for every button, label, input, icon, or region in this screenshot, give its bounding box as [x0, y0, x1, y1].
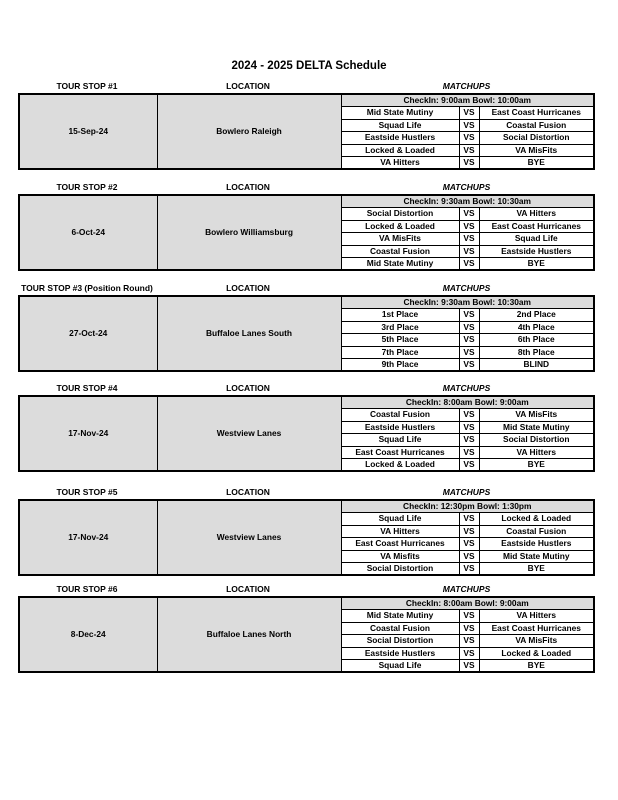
team-home: Locked & Loaded	[341, 459, 459, 472]
tour-stop-table	[18, 295, 595, 372]
team-away: BLIND	[479, 359, 594, 372]
tour-stop-label: TOUR STOP #4	[56, 383, 118, 393]
location-header: LOCATION	[226, 81, 270, 91]
vs-label: VS	[459, 622, 479, 634]
team-home: 3rd Place	[341, 321, 459, 333]
team-away: VA MisFits	[479, 144, 594, 156]
vs-label: VS	[459, 359, 479, 372]
team-away: Squad Life	[479, 233, 594, 245]
team-home: Squad Life	[341, 660, 459, 673]
page-title: 2024 - 2025 DELTA Schedule	[231, 60, 387, 72]
vs-label: VS	[459, 245, 479, 257]
matchups-header: MATCHUPS	[442, 584, 491, 594]
tour-stop-label: TOUR STOP #5	[56, 487, 118, 497]
team-away: BYE	[479, 157, 594, 170]
vs-label: VS	[459, 119, 479, 131]
team-home: 5th Place	[341, 334, 459, 346]
location-cell: Buffaloe Lanes North	[157, 597, 341, 672]
team-away: Social Distortion	[479, 132, 594, 144]
location-header: LOCATION	[226, 487, 270, 497]
location-header: LOCATION	[226, 584, 270, 594]
vs-label: VS	[459, 563, 479, 576]
team-away: VA Hitters	[479, 208, 594, 220]
team-home: VA Hitters	[341, 157, 459, 170]
team-home: Mid State Mutiny	[341, 258, 459, 271]
team-home: 9th Place	[341, 359, 459, 372]
team-away: East Coast Hurricanes	[479, 220, 594, 232]
tour-stop-label: TOUR STOP #1	[56, 81, 118, 91]
team-home: Locked & Loaded	[341, 144, 459, 156]
table-row	[19, 94, 594, 107]
team-home: VA Misfits	[341, 550, 459, 562]
tour-stop-table	[18, 596, 595, 673]
team-away: BYE	[479, 459, 594, 472]
team-home: East Coast Hurricanes	[341, 538, 459, 550]
team-home: Eastside Hustlers	[341, 421, 459, 433]
vs-label: VS	[459, 647, 479, 659]
date-cell: 17-Nov-24	[19, 396, 157, 471]
vs-label: VS	[459, 550, 479, 562]
vs-label: VS	[459, 321, 479, 333]
tour-stop-table	[18, 499, 595, 576]
checkin-time: CheckIn: 8:00am Bowl: 9:00am	[341, 396, 594, 409]
team-away: Eastside Hustlers	[479, 538, 594, 550]
vs-label: VS	[459, 538, 479, 550]
location-cell: Westview Lanes	[157, 396, 341, 471]
tour-stop-header	[18, 182, 593, 194]
vs-label: VS	[459, 513, 479, 525]
team-away: Coastal Fusion	[479, 119, 594, 131]
tour-stop-2	[18, 182, 593, 271]
team-home: Coastal Fusion	[341, 409, 459, 421]
team-away: 4th Place	[479, 321, 594, 333]
team-away: 6th Place	[479, 334, 594, 346]
tour-stop-table	[18, 194, 595, 271]
matchups-header: MATCHUPS	[442, 283, 491, 293]
checkin-time: CheckIn: 8:00am Bowl: 9:00am	[341, 597, 594, 610]
team-away: 2nd Place	[479, 309, 594, 321]
table-row	[19, 195, 594, 208]
vs-label: VS	[459, 446, 479, 458]
tour-stop-header	[18, 81, 593, 93]
team-home: Social Distortion	[341, 635, 459, 647]
tour-stop-3	[18, 283, 593, 372]
matchups-header: MATCHUPS	[442, 383, 491, 393]
vs-label: VS	[459, 233, 479, 245]
tour-stop-header	[18, 487, 593, 499]
vs-label: VS	[459, 107, 479, 119]
team-home: Mid State Mutiny	[341, 610, 459, 622]
team-away: Locked & Loaded	[479, 513, 594, 525]
team-away: Eastside Hustlers	[479, 245, 594, 257]
team-home: Eastside Hustlers	[341, 132, 459, 144]
location-cell: Bowlero Williamsburg	[157, 195, 341, 270]
checkin-time: CheckIn: 9:30am Bowl: 10:30am	[341, 195, 594, 208]
team-away: Coastal Fusion	[479, 525, 594, 537]
table-row	[19, 396, 594, 409]
vs-label: VS	[459, 258, 479, 271]
vs-label: VS	[459, 635, 479, 647]
vs-label: VS	[459, 334, 479, 346]
team-away: VA Hitters	[479, 610, 594, 622]
tour-stop-table	[18, 395, 595, 472]
vs-label: VS	[459, 525, 479, 537]
tour-stop-header	[18, 584, 593, 596]
location-header: LOCATION	[226, 283, 270, 293]
tour-stop-label: TOUR STOP #3 (Position Round)	[21, 283, 153, 293]
team-away: 8th Place	[479, 346, 594, 358]
team-away: East Coast Hurricanes	[479, 622, 594, 634]
team-home: East Coast Hurricanes	[341, 446, 459, 458]
tour-stop-1	[18, 81, 593, 170]
matchups-header: MATCHUPS	[442, 487, 491, 497]
location-header: LOCATION	[226, 383, 270, 393]
team-home: Mid State Mutiny	[341, 107, 459, 119]
location-cell: Westview Lanes	[157, 500, 341, 575]
team-away: East Coast Hurricanes	[479, 107, 594, 119]
vs-label: VS	[459, 346, 479, 358]
checkin-time: CheckIn: 9:30am Bowl: 10:30am	[341, 296, 594, 309]
date-cell: 8-Dec-24	[19, 597, 157, 672]
team-home: Locked & Loaded	[341, 220, 459, 232]
team-away: VA MisFits	[479, 409, 594, 421]
team-home: Coastal Fusion	[341, 245, 459, 257]
team-home: VA Hitters	[341, 525, 459, 537]
team-away: BYE	[479, 258, 594, 271]
team-away: Mid State Mutiny	[479, 421, 594, 433]
team-away: Locked & Loaded	[479, 647, 594, 659]
team-home: Squad Life	[341, 434, 459, 446]
matchups-header: MATCHUPS	[442, 81, 491, 91]
team-home: Squad Life	[341, 119, 459, 131]
team-home: Eastside Hustlers	[341, 647, 459, 659]
vs-label: VS	[459, 421, 479, 433]
matchups-header: MATCHUPS	[442, 182, 491, 192]
tour-stop-header	[18, 383, 593, 395]
table-row	[19, 296, 594, 309]
date-cell: 15-Sep-24	[19, 94, 157, 169]
checkin-time: CheckIn: 12:30pm Bowl: 1:30pm	[341, 500, 594, 513]
team-away: BYE	[479, 660, 594, 673]
tour-stop-label: TOUR STOP #6	[56, 584, 118, 594]
vs-label: VS	[459, 144, 479, 156]
vs-label: VS	[459, 409, 479, 421]
team-home: Social Distortion	[341, 208, 459, 220]
location-header: LOCATION	[226, 182, 270, 192]
vs-label: VS	[459, 610, 479, 622]
tour-stop-header	[18, 283, 593, 295]
team-home: 7th Place	[341, 346, 459, 358]
vs-label: VS	[459, 434, 479, 446]
team-home: VA MisFits	[341, 233, 459, 245]
vs-label: VS	[459, 208, 479, 220]
vs-label: VS	[459, 157, 479, 170]
tour-stop-table	[18, 93, 595, 170]
tour-stop-6	[18, 584, 593, 673]
tour-stop-5	[18, 487, 593, 576]
team-away: VA MisFits	[479, 635, 594, 647]
date-cell: 27-Oct-24	[19, 296, 157, 371]
team-home: Social Distortion	[341, 563, 459, 576]
location-cell: Buffaloe Lanes South	[157, 296, 341, 371]
vs-label: VS	[459, 660, 479, 673]
table-row	[19, 597, 594, 610]
vs-label: VS	[459, 309, 479, 321]
vs-label: VS	[459, 220, 479, 232]
team-home: Coastal Fusion	[341, 622, 459, 634]
team-away: BYE	[479, 563, 594, 576]
date-cell: 17-Nov-24	[19, 500, 157, 575]
team-away: VA Hitters	[479, 446, 594, 458]
checkin-time: CheckIn: 9:00am Bowl: 10:00am	[341, 94, 594, 107]
location-cell: Bowlero Raleigh	[157, 94, 341, 169]
tour-stop-label: TOUR STOP #2	[56, 182, 118, 192]
tour-stop-4	[18, 383, 593, 472]
team-home: 1st Place	[341, 309, 459, 321]
vs-label: VS	[459, 459, 479, 472]
vs-label: VS	[459, 132, 479, 144]
team-away: Social Distortion	[479, 434, 594, 446]
team-home: Squad Life	[341, 513, 459, 525]
table-row	[19, 500, 594, 513]
date-cell: 6-Oct-24	[19, 195, 157, 270]
team-away: Mid State Mutiny	[479, 550, 594, 562]
